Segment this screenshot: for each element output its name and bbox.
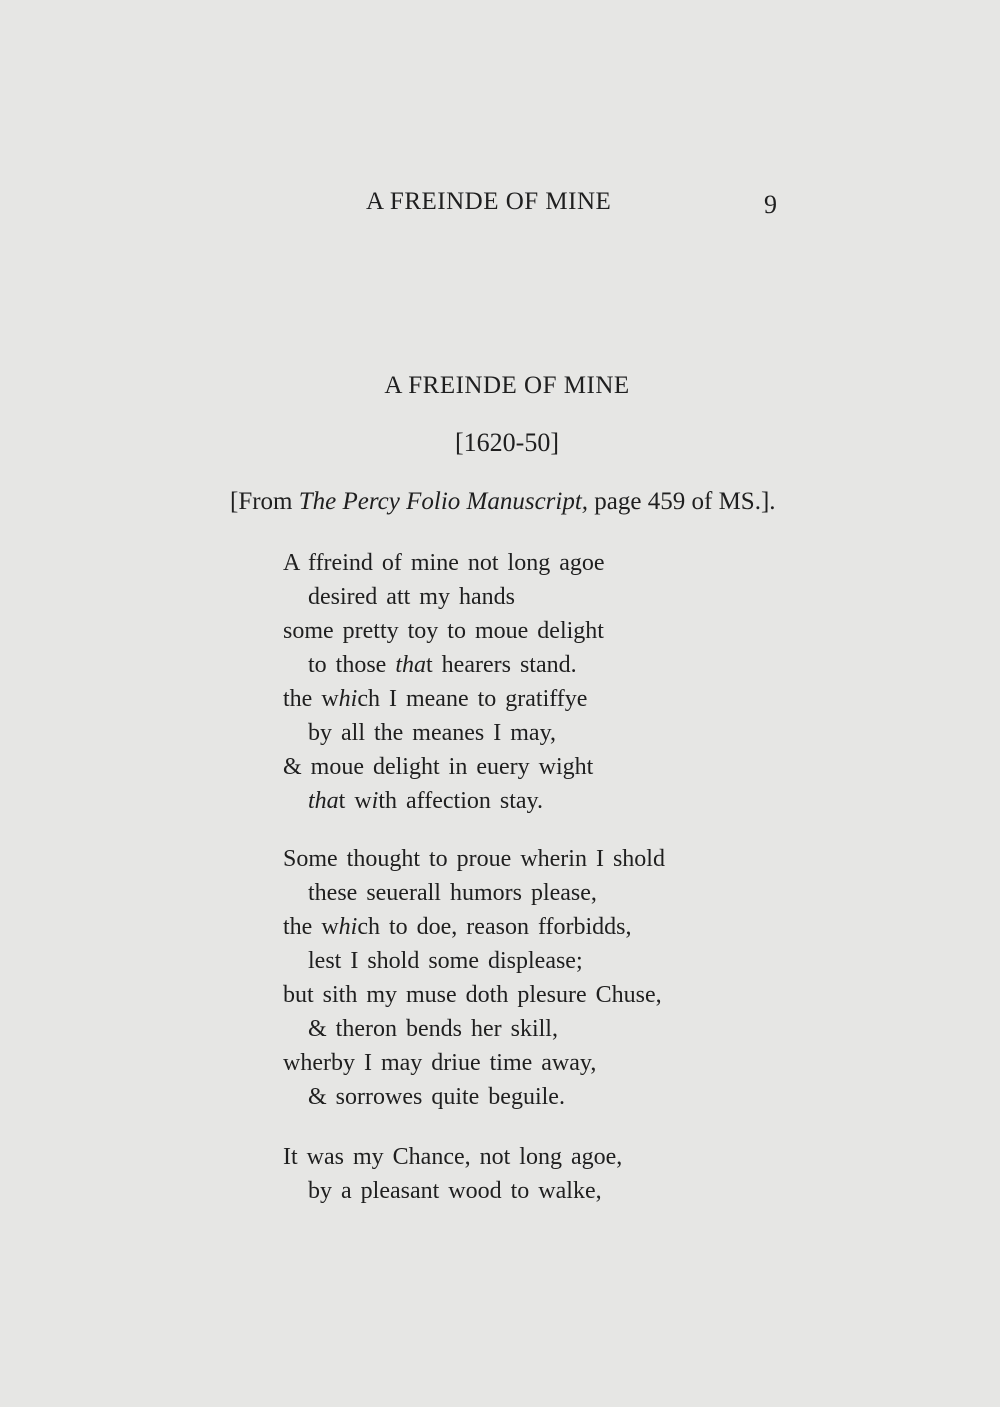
poem-line: Some thought to proue wherin I shold bbox=[283, 846, 665, 872]
poem-line: wherby I may driue time away, bbox=[283, 1050, 597, 1076]
poem-line: that with affection stay. bbox=[308, 788, 543, 814]
stanza-3 bbox=[283, 1140, 843, 1208]
poem-line: these seuerall humors please, bbox=[308, 880, 597, 906]
poem-line: & moue delight in euery wight bbox=[283, 754, 594, 780]
poem-line: & theron bends her skill, bbox=[308, 1016, 558, 1042]
poem-line: by a pleasant wood to walke, bbox=[308, 1178, 602, 1204]
poem-line: lest I shold some displease; bbox=[308, 948, 583, 974]
poem-line: & sorrowes quite beguile. bbox=[308, 1084, 565, 1110]
poem-line: It was my Chance, not long agoe, bbox=[283, 1144, 623, 1170]
poem-line: the which I meane to gratiffye bbox=[283, 686, 588, 712]
source-note-work-title: The Percy Folio Manuscript, bbox=[298, 488, 589, 515]
poem-line: to those that hearers stand. bbox=[308, 652, 577, 678]
poem-line: by all the meanes I may, bbox=[308, 720, 557, 746]
poem-date: [1620-50] bbox=[455, 428, 559, 457]
expansion-italic: hi bbox=[338, 914, 358, 940]
expansion-italic: tha bbox=[395, 652, 426, 678]
running-head bbox=[0, 188, 1000, 220]
running-head-title: A FREINDE OF MINE bbox=[366, 188, 612, 215]
stanza-2 bbox=[283, 842, 843, 1114]
expansion-italic: tha bbox=[308, 788, 339, 814]
expansion-italic: hi bbox=[338, 686, 358, 712]
source-note-suffix: page 459 of MS.]. bbox=[588, 488, 776, 515]
poem-line: desired att my hands bbox=[308, 584, 515, 610]
poem-line: but sith my muse doth plesure Chuse, bbox=[283, 982, 662, 1008]
poem-line: A ffreind of mine not long agoe bbox=[283, 550, 605, 576]
source-note-prefix: [From bbox=[230, 488, 299, 515]
poem-title: A FREINDE OF MINE bbox=[384, 372, 630, 399]
poem-line: some pretty toy to moue delight bbox=[283, 618, 604, 644]
source-note bbox=[230, 488, 776, 516]
expansion-italic: i bbox=[371, 788, 379, 814]
page-number: 9 bbox=[764, 190, 777, 219]
poem-line: the which to doe, reason fforbidds, bbox=[283, 914, 632, 940]
stanza-1 bbox=[283, 546, 843, 818]
